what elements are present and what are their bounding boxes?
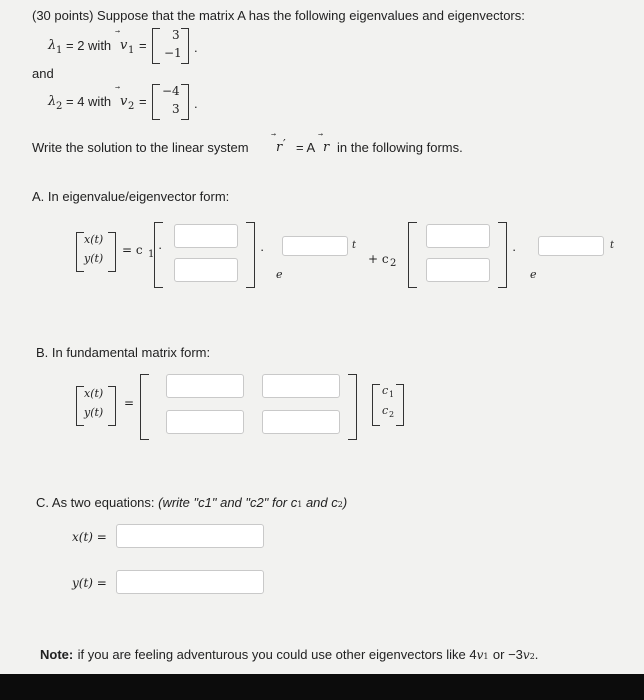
c2-subscript: 2 [389, 410, 395, 419]
x-of-t: x(t) [84, 233, 104, 246]
y-equation-input[interactable] [116, 570, 264, 594]
vector2-top-input[interactable] [426, 224, 490, 248]
y-equation-label: y(t) = [72, 576, 107, 590]
xy-right-bracket [108, 232, 116, 272]
closing-paren: ) [342, 495, 348, 510]
note-text: if you are feeling adventurous you could use other eigenvectors like 4 [77, 647, 477, 662]
prime-symbol: ′ [283, 137, 286, 151]
vector1-bottom-input[interactable] [174, 258, 238, 282]
v2-subscript: 2 [128, 101, 135, 112]
part-c-heading-line [36, 494, 347, 514]
x-of-t: x(t) [84, 387, 104, 400]
v2-period: . [194, 96, 198, 111]
xy-left-bracket [76, 232, 84, 272]
v1-right-bracket [181, 28, 189, 64]
exp-t-2: t [610, 240, 615, 251]
c1-subscript: 1 [297, 500, 303, 509]
note-line [40, 646, 538, 666]
x-equation-input[interactable] [116, 524, 264, 548]
y-of-t: y(t) [84, 252, 104, 265]
lambda1-subscript: 1 [56, 45, 63, 56]
matrix-r2c2-input[interactable] [262, 410, 340, 434]
v1-symbol: v [120, 38, 128, 53]
c2-symbol: c [382, 404, 389, 417]
write-solution-line [32, 136, 632, 158]
v1-bottom-entry: −1 [164, 46, 182, 60]
y-of-t: y(t) [84, 406, 104, 419]
matrix-left-bracket [140, 374, 149, 440]
c-vector-left-bracket [372, 384, 380, 426]
equals-a-text: = A [296, 140, 316, 155]
r-symbol: r [276, 140, 283, 155]
problem-intro: (30 points) Suppose that the matrix A has the following eigenvalues and eigenvectors: [32, 8, 525, 23]
exponent2-input[interactable] [538, 236, 604, 256]
lambda2-subscript: 2 [56, 101, 63, 112]
lambda2-value-text: = 4 with [66, 94, 112, 109]
equals-c1: = c [122, 243, 143, 257]
v1-subscript: 1 [483, 652, 489, 661]
matrix-r1c1-input[interactable] [166, 374, 244, 398]
vector1-right-bracket [246, 222, 255, 288]
v2-top-entry: −4 [162, 84, 180, 98]
v2-symbol: v [120, 94, 128, 109]
c2-subscript: 2 [337, 500, 343, 509]
note-period: . [534, 647, 539, 662]
part-a-heading: A. In eigenvalue/eigenvector form: [32, 189, 230, 204]
exponent1-input[interactable] [282, 236, 348, 256]
v2-bottom-entry: 3 [172, 102, 180, 116]
c-vector-right-bracket [396, 384, 404, 426]
v1-subscript: 1 [128, 45, 135, 56]
exp-t-1: t [352, 240, 357, 251]
xy-left-bracket [76, 386, 84, 426]
v1-top-entry: 3 [172, 28, 180, 42]
lambda2-symbol: λ [48, 94, 57, 109]
part-b-heading: B. In fundamental matrix form: [36, 345, 211, 360]
exp-e-1: e [276, 268, 283, 281]
v-symbol: v [476, 648, 484, 662]
plus-c2: + c [368, 252, 389, 266]
v1-period: . [194, 40, 198, 55]
vector1-left-bracket [154, 222, 163, 288]
part-b-equation [70, 372, 430, 442]
matrix-r1c2-input[interactable] [262, 374, 340, 398]
write-solution-text: Write the solution to the linear system [32, 140, 249, 155]
equals-sign: = [139, 38, 147, 53]
vector2-bottom-input[interactable] [426, 258, 490, 282]
part-a-equation [66, 222, 636, 292]
v2-left-bracket [152, 84, 160, 120]
dot-operator: · [158, 240, 163, 255]
in-forms-text: in the following forms. [337, 140, 463, 155]
r-symbol: r [323, 140, 330, 155]
v2-subscript: 2 [529, 652, 535, 661]
c1-subscript: 1 [389, 390, 395, 399]
xy-right-bracket [108, 386, 116, 426]
vector2-right-bracket [498, 222, 507, 288]
bottom-dark-strip [0, 674, 644, 700]
lambda1-value-text: = 2 with [66, 38, 112, 53]
x-equation-label: x(t) = [72, 530, 107, 544]
v2-right-bracket [181, 84, 189, 120]
dot-operator: · [260, 242, 265, 257]
and-text: and [32, 66, 54, 81]
equals-sign: = [139, 94, 147, 109]
note-or-text: or −3 [492, 647, 523, 662]
equals-sign: = [124, 396, 135, 410]
matrix-right-bracket [348, 374, 357, 440]
dot-operator: · [512, 242, 517, 257]
c2-subscript: 2 [390, 258, 397, 269]
part-c-heading: C. As two equations: [36, 495, 159, 510]
c1-subscript: 1 [148, 249, 155, 260]
part-c-instruction: (write "c1" and "c2" for c [158, 495, 298, 510]
matrix-r2c1-input[interactable] [166, 410, 244, 434]
and-c-text: and c [302, 495, 338, 510]
vector1-top-input[interactable] [174, 224, 238, 248]
lambda1-symbol: λ [48, 38, 57, 53]
c1-symbol: c [382, 384, 389, 397]
note-label: Note: [40, 647, 74, 662]
vector2-left-bracket [408, 222, 417, 288]
v-symbol: v [522, 648, 530, 662]
exp-e-2: e [530, 268, 537, 281]
v1-left-bracket [152, 28, 160, 64]
